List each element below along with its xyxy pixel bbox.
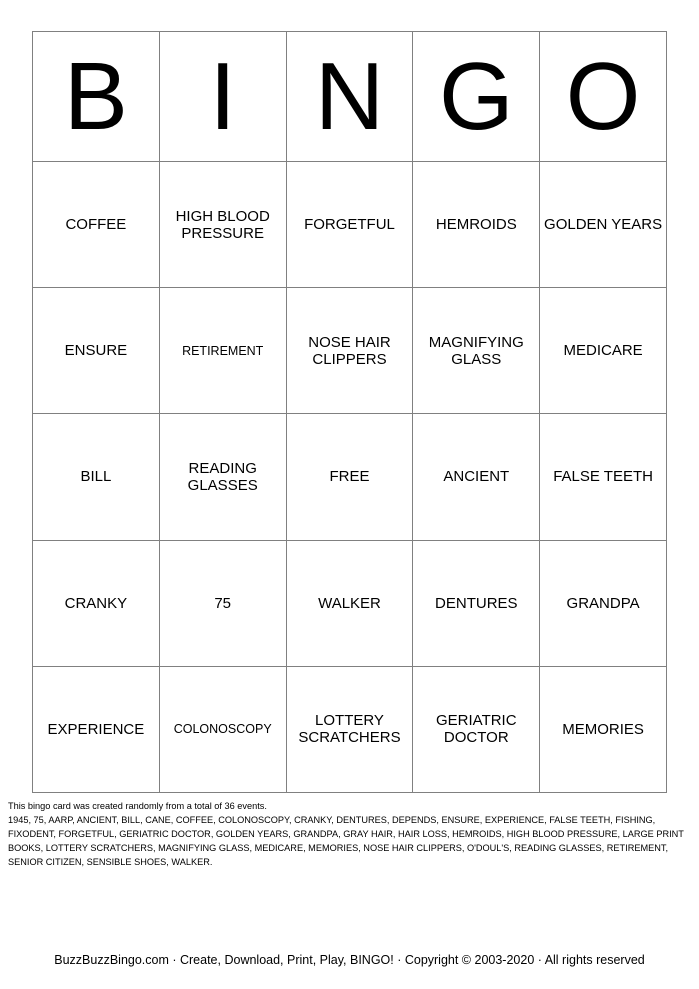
bingo-cell[interactable]: NOSE HAIR CLIPPERS [287,288,414,414]
bingo-cell[interactable]: RETIREMENT [160,288,287,414]
bingo-cell[interactable]: ANCIENT [413,414,540,540]
bingo-cell[interactable]: MEDICARE [540,288,667,414]
bingo-row [33,414,667,540]
bingo-header-letter-o: O [540,32,667,162]
bingo-row [33,288,667,414]
copyright-footer: BuzzBuzzBingo.com · Create, Download, Print, Play, BINGO! · Copyright © 2003-2020 · All rights reserved [54,953,645,967]
bingo-row [33,667,667,793]
bingo-cell[interactable]: GERIATRIC DOCTOR [413,667,540,793]
bingo-cell[interactable]: GRANDPA [540,541,667,667]
bingo-cell[interactable]: HIGH BLOOD PRESSURE [160,162,287,288]
bingo-cell[interactable]: ENSURE [33,288,160,414]
legend-intro-text: This bingo card was created randomly from a total of 36 events. [8,801,267,811]
bingo-cell[interactable]: MAGNIFYING GLASS [413,288,540,414]
bingo-cell[interactable]: EXPERIENCE [33,667,160,793]
bingo-header-letter-b: B [33,32,160,162]
bingo-cell[interactable]: COLONOSCOPY [160,667,287,793]
bingo-cell[interactable]: CRANKY [33,541,160,667]
bingo-cell[interactable]: DENTURES [413,541,540,667]
bingo-cell[interactable]: FALSE TEETH [540,414,667,540]
bingo-cell[interactable]: LOTTERY SCRATCHERS [287,667,414,793]
bingo-header-letter-g: G [413,32,540,162]
bingo-header-letter-i: I [160,32,287,162]
legend-word-list: 1945, 75, AARP, ANCIENT, BILL, CANE, COFFEE, COLONOSCOPY, CRANKY, DENTURES, DEPENDS, ENSURE, EXPERIENCE, FALSE TEETH, FISHING, FIXODENT, FORGETFUL, GERIATRIC DOCTOR, GOLDEN YEARS, GRANDPA, GRAY HAIR, HAIR LOSS, HEMROIDS, HIGH BLOOD PRESSURE, LARGE PRINT BOOKS, LOTTERY SCRATCHERS, MAGNIFYING GLASS, MEDICARE, MEMORIES, NOSE HAIR CLIPPERS, O'DOUL'S, READING GLASSES, RETIREMENT, SENIOR CITIZEN, SENSIBLE SHOES, WALKER. [8,815,684,868]
bingo-cell[interactable]: MEMORIES [540,667,667,793]
bingo-row [33,162,667,288]
bingo-cell[interactable]: HEMROIDS [413,162,540,288]
bingo-cell[interactable]: FORGETFUL [287,162,414,288]
bingo-cell[interactable]: WALKER [287,541,414,667]
legend [8,800,692,870]
bingo-header-row [33,32,667,162]
bingo-cell[interactable]: BILL [33,414,160,540]
bingo-cell[interactable]: READING GLASSES [160,414,287,540]
bingo-card-grid [32,31,667,793]
bingo-cell[interactable]: GOLDEN YEARS [540,162,667,288]
bingo-row [33,541,667,667]
bingo-cell-free[interactable]: FREE [287,414,414,540]
bingo-cell[interactable]: COFFEE [33,162,160,288]
bingo-header-letter-n: N [287,32,414,162]
bingo-cell[interactable]: 75 [160,541,287,667]
